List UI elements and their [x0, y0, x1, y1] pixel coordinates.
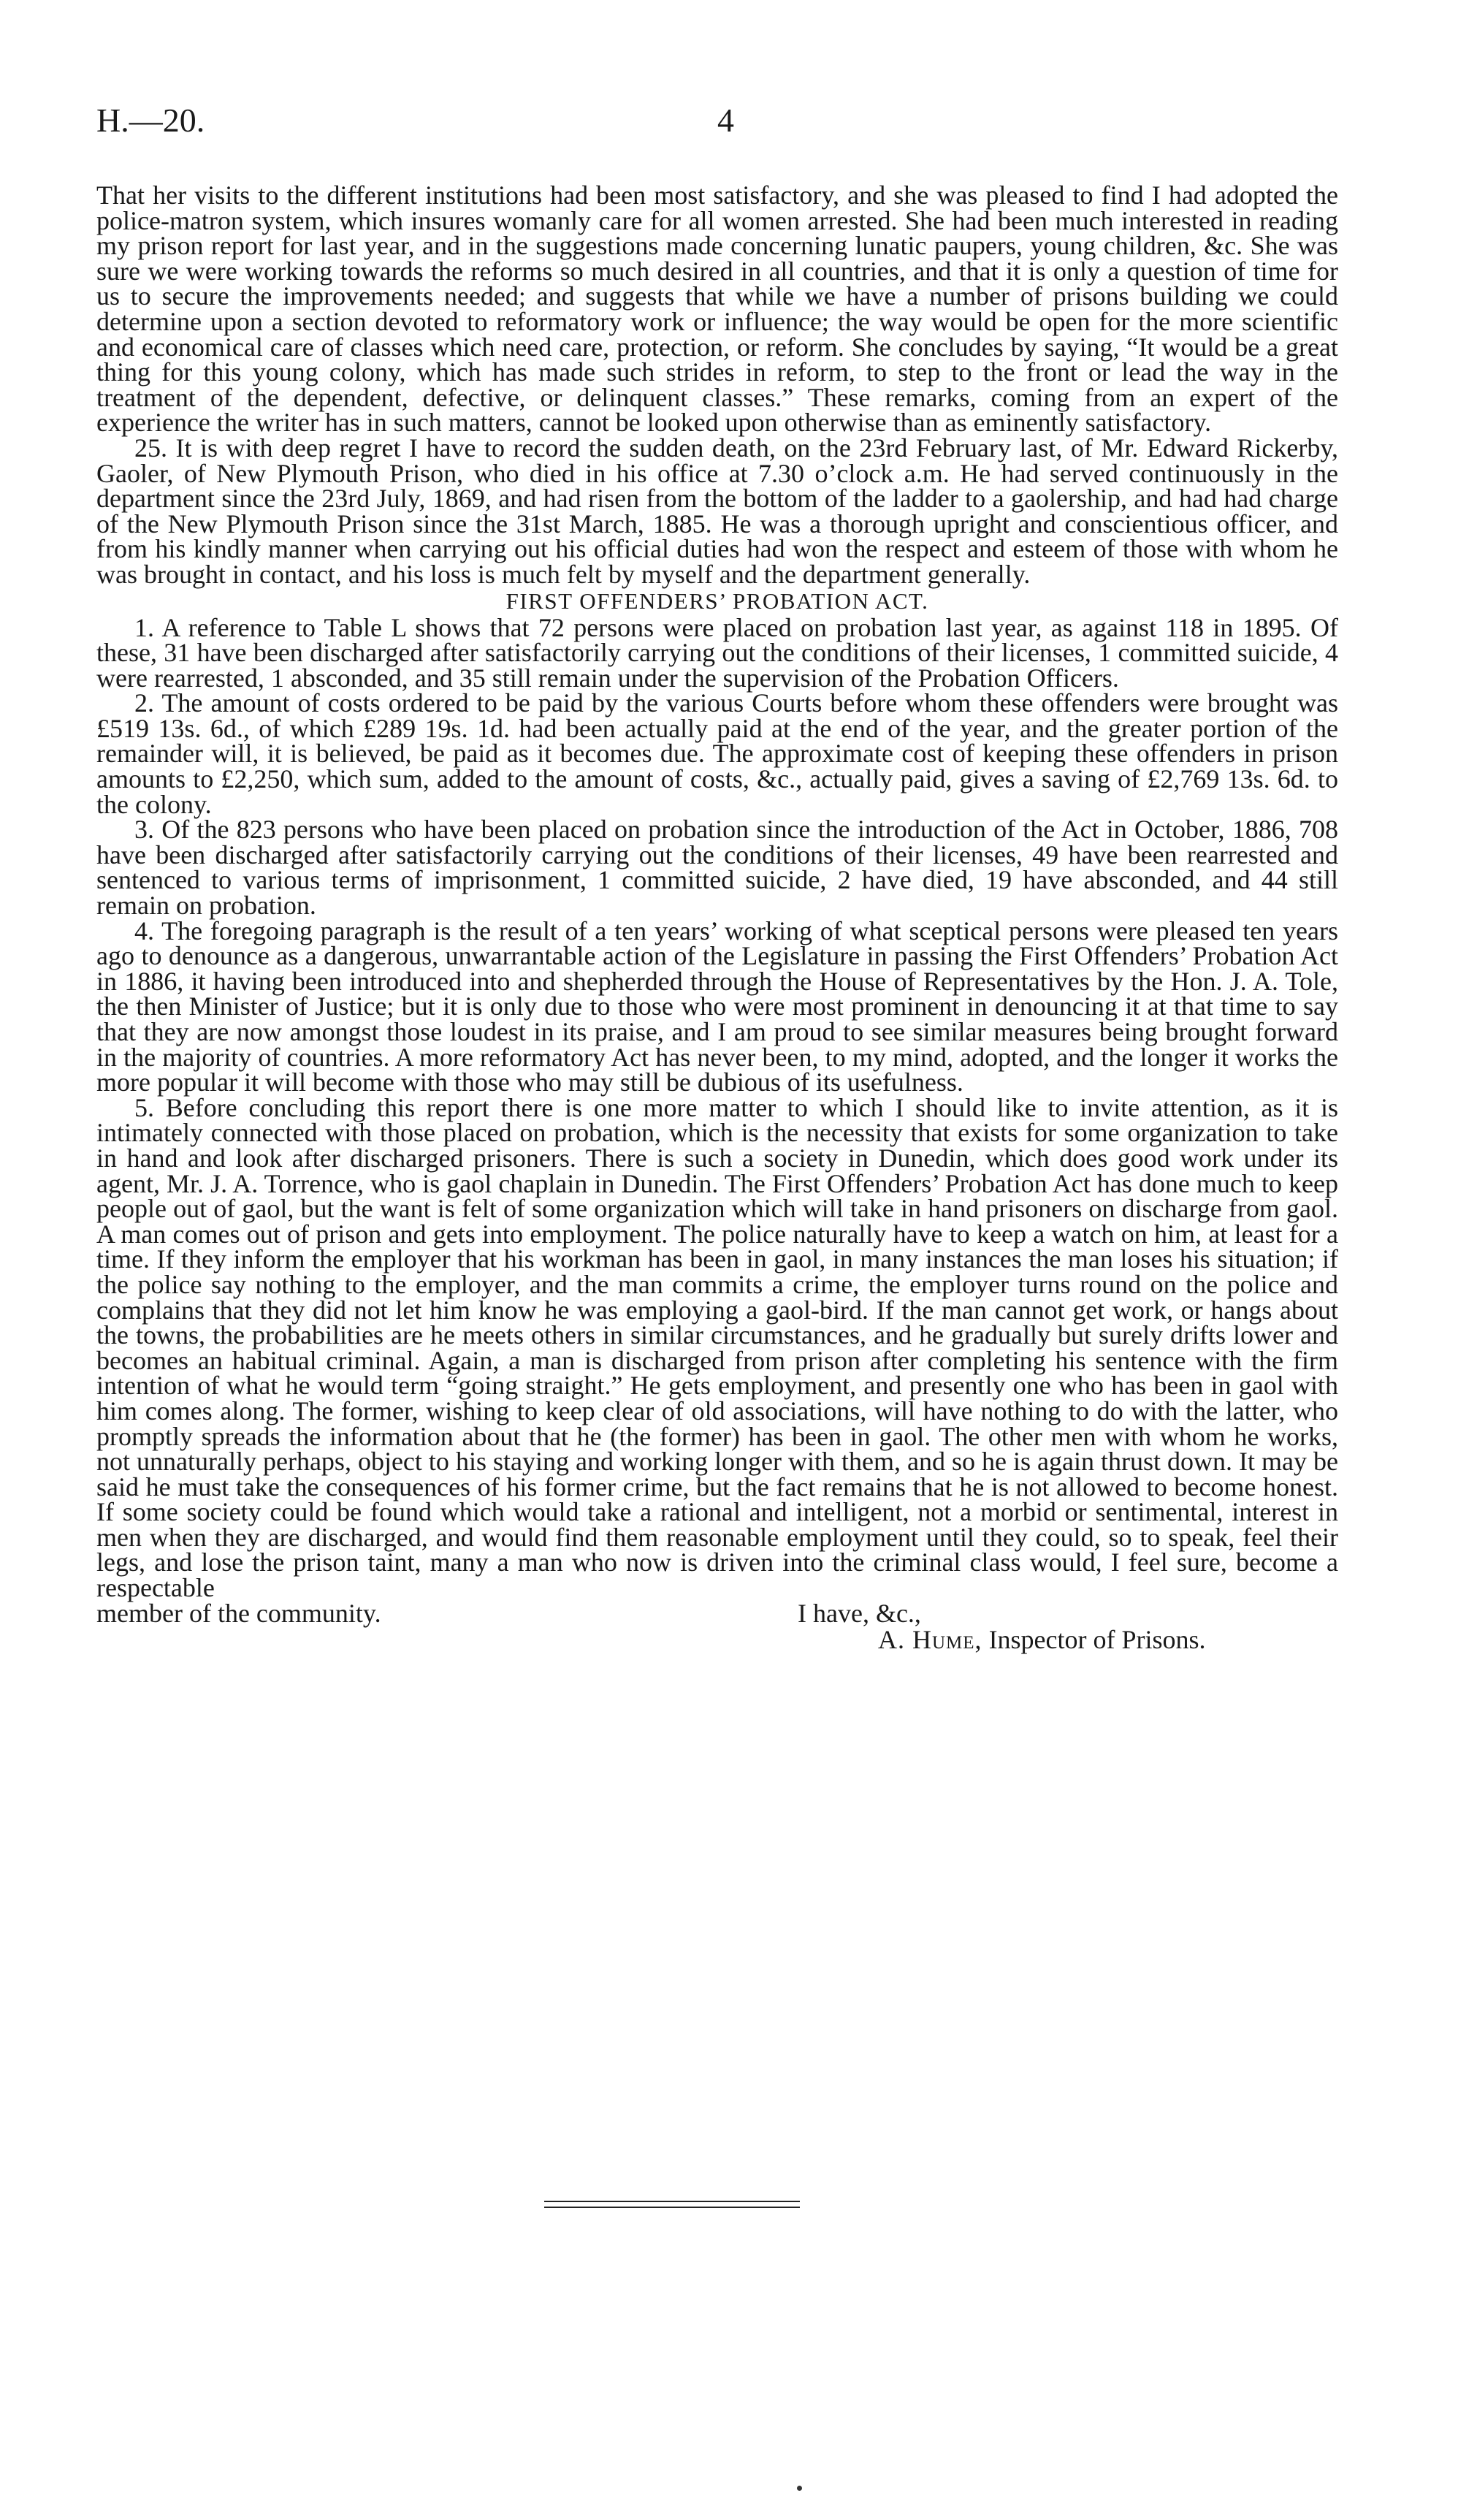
probation-paragraph-1: 1. A reference to Table L shows that 72 persons were placed on probation last year, as against 118 in 1895. Of these, 31 have been discharged after satisfactorily carrying out the conditions of their licenses, 1 committed suicide, 4 were rearrested, 1 absconded, and 35 still remain under the supervision of the Probation Officers.: [96, 612, 1338, 693]
page-number: 4: [717, 102, 734, 139]
signature: [878, 1624, 1206, 1654]
closing-line-end: member of the community.: [96, 1598, 381, 1628]
signature-name: A. Hume,: [878, 1624, 982, 1654]
probation-paragraph-5: 5. Before concluding this report there is one more matter to which I should like to invite attention, as it is intimately connected with those placed on probation, which is the necessity that exists for some organization to take in hand and look after discharged prisoners. There is such a society in Dunedin, which does good work under its agent, Mr. J. A. Torrence, who is gaol chaplain in Dunedin. The First Offenders’ Probation Act has done much to keep people out of gaol, but the want is felt of some organization which will take in hand prisoners on discharge from gaol. A man comes out of prison and gets into employment. The police naturally have to keep a watch on him, at least for a time. If they inform the employer that his workman has been in gaol, in many instances the man loses his situation; if the police say nothing to the employer, and the man commits a crime, the employer turns round on the police and complains that they did not let him know he was employing a gaol-bird. If the man cannot get work, or hangs about the towns, the probabilities are he meets others in similar circumstances, and he gradually but surely drifts lower and becomes an habitual criminal. Again, a man is discharged from prison after completing his sentence with the firm intention of what he would term “going straight.” He gets employment, and presently one who has been in gaol with him comes along. The former, wishing to keep clear of old associations, will have nothing to do with the latter, who promptly spreads the information about that he (the former) has been in gaol. The other men with whom he works, not unnaturally perhaps, object to his staying and working longer with them, and so he is again thrust down. It may be said he must take the consequences of his former crime, but the fact remains that he is not allowed to become honest. If some society could be found which would take a rational and intelligent, not a morbid or sentimental, interest in men when they are discharged, and would find them reasonable employment until they could, so to speak, feel their legs, and lose the prison taint, many a man who now is driven into the criminal class would, I feel sure, become a respectable: [96, 1092, 1338, 1603]
report-body: [96, 180, 1338, 1654]
closing-salutation: I have, &c.,: [798, 1598, 921, 1628]
document-reference: H.—20.: [96, 102, 205, 139]
footer-dot: [797, 2486, 802, 2491]
signoff-block: [96, 1598, 1338, 1654]
probation-paragraph-4: 4. The foregoing paragraph is the result of a ten years’ working of what sceptical persons were pleased ten years ago to denounce as a dangerous, unwarrantable action of the Legislature in passing the First Offenders’ Probation Act in 1886, it having been introduced into and shepherded through the House of Representatives by the Hon. J. A. Tole, the then Minister of Justice; but it is only due to those who were most prominent in denouncing it at that time to say that they are now amongst those loudest in its praise, and I am proud to see similar measures being brought forward in the majority of countries. A more reformatory Act has never been, to my mind, adopted, and the longer it works the more popular it will become with those who may still be dubious of its usefulness.: [96, 916, 1338, 1097]
end-rule-bottom: [544, 2207, 800, 2208]
section-heading: FIRST OFFENDERS’ PROBATION ACT.: [505, 587, 929, 614]
paragraph-25: 25. It is with deep regret I have to record the sudden death, on the 23rd February last, of Mr. Edward Rickerby, Gaoler, of New Plymouth Prison, who died in his office at 7.30 o’clock a.m. He had served continuously in the department since the 23rd July, 1869, and had risen from the bottom of the ladder to a gaolership, and had had charge of the New Plymouth Prison since the 31st March, 1885. He was a thorough upright and conscientious officer, and from his kindly manner when carrying out his official duties had won the respect and esteem of those with whom he was brought in contact, and his loss is much felt by myself and the department generally.: [96, 433, 1338, 589]
end-rule-top: [544, 2201, 800, 2202]
page-header: [96, 101, 1338, 152]
probation-paragraph-3: 3. Of the 823 persons who have been placed on probation since the introduction of the Act in October, 1886, 708 have been discharged after satisfactorily carrying out the conditions of their licenses, 49 have been rearrested and sentenced to various terms of imprisonment, 1 committed suicide, 2 have died, 19 have absconded, and 44 still remain on probation.: [96, 815, 1338, 921]
signature-title: Inspector of Prisons.: [988, 1624, 1206, 1654]
probation-paragraph-2: 2. The amount of costs ordered to be paid by the various Courts before whom these offenders were brought was £519 13s. 6d., of which £289 19s. 1d. had been actually paid at the end of the year, and the greater portion of the remainder will, it is believed, be paid as it becomes due. The approximate cost of keeping these offenders in prison amounts to £2,250, which sum, added to the amount of costs, &c., actually paid, gives a saving of £2,769 13s. 6d. to the colony.: [96, 688, 1338, 819]
paragraph-continuation: That her visits to the different institutions had been most satisfactory, and she was pleased to find I had adopted the police-matron system, which insures womanly care for all women arrested. She had been much interested in reading my prison report for last year, and in the suggestions made concerning lunatic paupers, young children, &c. She was sure we were working towards the reforms so much desired in all countries, and that it is only a question of time for us to secure the improvements needed; and suggests that while we have a number of prisons building we could determine upon a section devoted to reformatory work or influence; the way would be open for the more scientific and economical care of classes which need care, protection, or reform. She concludes by saying, “It would be a great thing for this young colony, which has made such strides in reform, to step to the front or lead the way in the treatment of the dependent, defective, or delinquent classes.” These remarks, coming from an expert of the experience the writer has in such matters, cannot be looked upon otherwise than as eminently satisfactory.: [96, 180, 1338, 438]
